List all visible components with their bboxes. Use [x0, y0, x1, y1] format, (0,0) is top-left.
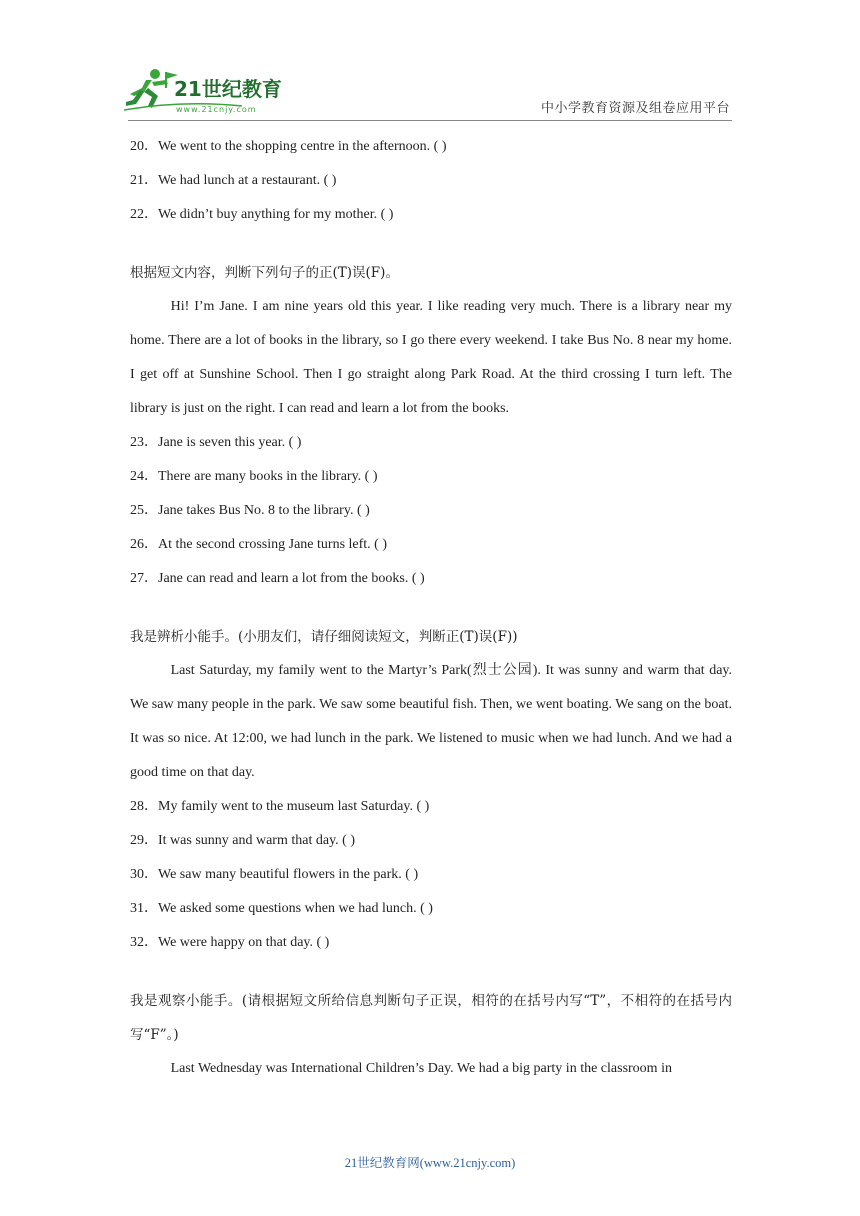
question-20: 20．We went to the shopping centre in the afternoon. ( ): [130, 139, 447, 154]
question-23: 23．Jane is seven this year. ( ): [130, 435, 302, 450]
question-21: 21．We had lunch at a restaurant. ( ): [130, 173, 337, 188]
question-28: 28．My family went to the museum last Saturday. ( ): [130, 799, 430, 814]
svg-text:21世纪教育: 21世纪教育: [174, 77, 282, 101]
header-divider: [128, 120, 732, 121]
passage-jane: Hi! I’m Jane. I am nine years old this year. I like reading very much. There is a library near my home. There are a lot of books in the library, so I go there every weekend. I take Bus No. 8 near my home. I get off at Sunshine School. Then I go straight along Park Road. At the third crossing I turn left. The library is just on the right. I can read and learn a lot from the books.: [130, 299, 732, 416]
question-22: 22．We didn’t buy anything for my mother. ( ): [130, 207, 394, 222]
question-32: 32．We were happy on that day. ( ): [130, 935, 330, 950]
runner-logo-icon: [122, 66, 297, 116]
section-title-jane: 根据短文内容，判断下列句子的正(T)误(F)。: [130, 265, 399, 281]
site-logo: [122, 66, 297, 116]
question-27: 27．Jane can read and learn a lot from the books. ( ): [130, 571, 425, 586]
worksheet-content: [130, 130, 732, 1086]
platform-name: 中小学教育资源及组卷应用平台: [540, 101, 730, 116]
question-26: 26．At the second crossing Jane turns left. ( ): [130, 537, 387, 552]
page-header: [0, 0, 860, 125]
section-title-park: 我是辨析小能手。(小朋友们，请仔细阅读短文，判断正(T)误(F)): [130, 629, 518, 645]
page-footer: 21世纪教育网(www.21cnjy.com): [344, 1156, 516, 1170]
section-title-childrens-day: 我是观察小能手。(请根据短文所给信息判断句子正误，相符的在括号内写“T”，不相符的在括号内写“F”。): [130, 993, 732, 1043]
svg-text:www.21cnjy.com: www.21cnjy.com: [176, 105, 257, 114]
question-24: 24．There are many books in the library. ( ): [130, 469, 378, 484]
passage-childrens-day: Last Wednesday was International Children’s Day. We had a big party in the classroom in: [170, 1061, 672, 1076]
question-25: 25．Jane takes Bus No. 8 to the library. ( ): [130, 503, 370, 518]
passage-park: Last Saturday, my family went to the Martyr’s Park(烈士公园). It was sunny and warm that day. We saw many people in the park. We saw some beautiful fish. Then, we went boating. We sang on the boat. It was so nice. At 12:00, we had lunch in the park. We listened to music when we had lunch. And we had a good time on that day.: [130, 663, 732, 780]
question-31: 31．We asked some questions when we had lunch. ( ): [130, 901, 433, 916]
question-29: 29．It was sunny and warm that day. ( ): [130, 833, 355, 848]
question-30: 30．We saw many beautiful flowers in the park. ( ): [130, 867, 419, 882]
